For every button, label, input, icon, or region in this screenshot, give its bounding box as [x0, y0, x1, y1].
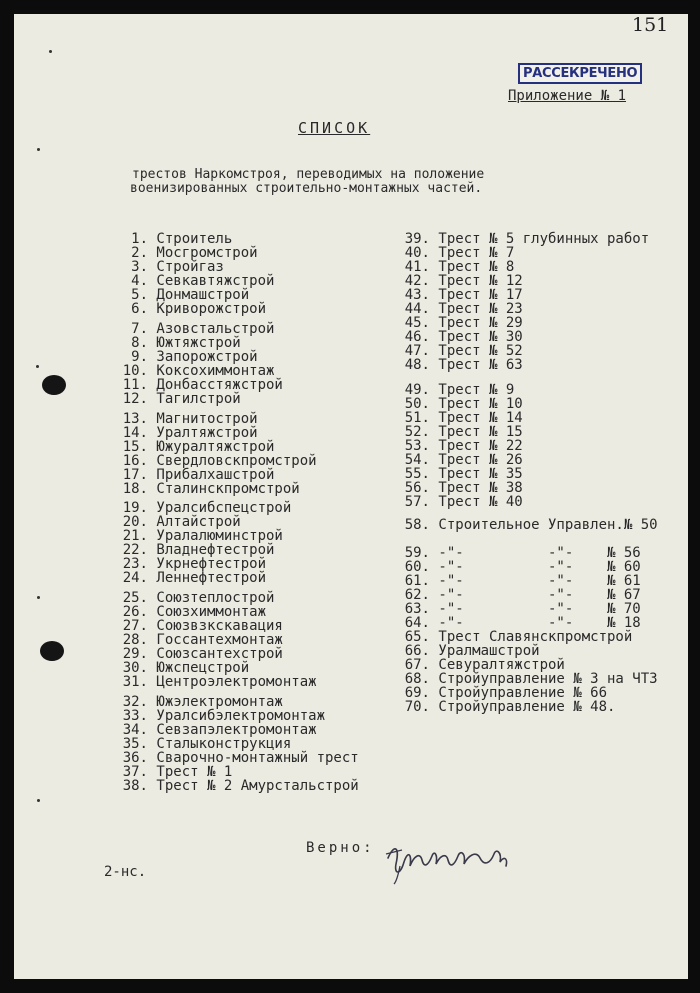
item-number: 35. [122, 736, 148, 752]
verno-label: Верно: [306, 840, 375, 856]
item-name: Запорожстрой [148, 349, 258, 365]
item-name: Трест № 12 [430, 273, 523, 289]
document-title: СПИСОК [298, 119, 371, 137]
item-name: Прибалхашстрой [148, 467, 275, 483]
list-item [118, 274, 274, 288]
item-name: Уралалюминстрой [148, 528, 283, 544]
item-name: Свердловскпромстрой [148, 453, 317, 469]
list-item [400, 260, 514, 274]
list-item [118, 619, 283, 633]
list-item [400, 686, 607, 700]
list-item [400, 574, 641, 588]
item-number: 48. [404, 357, 430, 373]
list-item [400, 658, 565, 672]
item-number: 14. [122, 425, 148, 441]
item-name: Сталыконструкция [148, 736, 292, 752]
item-number: 2. [131, 245, 148, 261]
list-item [400, 288, 523, 302]
item-name: -"- -"- № 67 [430, 587, 641, 603]
item-number: 54. [404, 452, 430, 468]
item-name: Трест № 1 [148, 764, 233, 780]
list-item [400, 495, 523, 509]
item-name: Севкавтяжстрой [148, 273, 275, 289]
item-name: Госсантехмонтаж [148, 632, 283, 648]
list-item [400, 316, 523, 330]
item-number: 1. [131, 231, 148, 247]
item-number: 52. [404, 424, 430, 440]
item-name: Трест № 23 [430, 301, 523, 317]
list-item [118, 765, 232, 779]
item-name: Трест № 9 [430, 382, 515, 398]
item-name: Уралтяжстрой [148, 425, 258, 441]
list-item [400, 700, 615, 714]
item-number: 60. [404, 559, 430, 575]
list-item [400, 630, 632, 644]
item-number: 56. [404, 480, 430, 496]
item-number: 32. [122, 694, 148, 710]
item-name: Уралмашстрой [430, 643, 540, 659]
item-name: Мосгромстрой [148, 245, 258, 261]
list-item [118, 723, 317, 737]
item-number: 40. [404, 245, 430, 261]
item-number: 15. [122, 439, 148, 455]
list-item [400, 232, 649, 246]
item-name: Стройуправление № 48. [430, 699, 616, 715]
item-number: 43. [404, 287, 430, 303]
item-name: Трест № 17 [430, 287, 523, 303]
item-number: 39. [404, 231, 430, 247]
signature-image [380, 836, 520, 886]
item-name: Стройгаз [148, 259, 224, 275]
item-name: Трест № 5 глубинных работ [430, 231, 650, 247]
list-item [400, 560, 641, 574]
item-number: 33. [122, 708, 148, 724]
item-number: 53. [404, 438, 430, 454]
item-number: 20. [122, 514, 148, 530]
item-name: Тагилстрой [148, 391, 241, 407]
margin-dot [37, 148, 40, 151]
item-number: 57. [404, 494, 430, 510]
item-number: 55. [404, 466, 430, 482]
item-name: Южспецстрой [148, 660, 250, 676]
list-item [118, 675, 317, 689]
item-number: 68. [404, 671, 430, 687]
list-item [118, 709, 325, 723]
list-item [400, 411, 523, 425]
list-item [118, 246, 258, 260]
list-item [400, 453, 523, 467]
item-name: -"- -"- № 61 [430, 573, 641, 589]
list-item [400, 397, 523, 411]
list-item [118, 515, 241, 529]
item-name: Трест № 35 [430, 466, 523, 482]
item-name: Стройуправление № 66 [430, 685, 608, 701]
item-name: Алтайстрой [148, 514, 241, 530]
item-number: 46. [404, 329, 430, 345]
item-name: Леннефтестрой [148, 570, 267, 586]
item-number: 34. [122, 722, 148, 738]
item-name: Союзвзкскавация [148, 618, 283, 634]
list-item [118, 737, 291, 751]
item-name: Южтяжстрой [148, 335, 241, 351]
item-number: 25. [122, 590, 148, 606]
item-number: 69. [404, 685, 430, 701]
item-name: Трест № 15 [430, 424, 523, 440]
item-name: Строитель [148, 231, 233, 247]
punch-hole-top [42, 375, 66, 395]
item-name: Трест № 7 [430, 245, 515, 261]
item-name: -"- -"- № 18 [430, 615, 641, 631]
list-item [400, 246, 514, 260]
item-number: 27. [122, 618, 148, 634]
item-number: 42. [404, 273, 430, 289]
item-name: Трест № 63 [430, 357, 523, 373]
item-name: Трест № 29 [430, 315, 523, 331]
item-name: Сварочно-монтажный трест [148, 750, 359, 766]
item-name: Трест Славянскпромстрой [430, 629, 633, 645]
item-name: Севзапэлектромонтаж [148, 722, 317, 738]
item-name: Трест № 2 Амурстальстрой [148, 778, 359, 794]
list-item [400, 546, 641, 560]
subtitle-line-1: трестов Наркомстроя, переводимых на положение [132, 167, 485, 182]
list-item [118, 336, 241, 350]
list-item [118, 633, 283, 647]
item-name: Трест № 30 [430, 329, 523, 345]
item-name: Центроэлектромонтаж [148, 674, 317, 690]
declassified-stamp: РАССЕКРЕЧЕНО [518, 63, 642, 84]
margin-dot [37, 596, 40, 599]
item-number: 8. [131, 335, 148, 351]
list-item [400, 358, 523, 372]
item-number: 4. [131, 273, 148, 289]
list-item [118, 440, 274, 454]
item-name: Трест № 10 [430, 396, 523, 412]
item-number: 36. [122, 750, 148, 766]
list-item [118, 482, 300, 496]
subtitle-line-2: военизированных строительно-монтажных частей. [130, 181, 483, 196]
list-item [118, 392, 241, 406]
list-item [118, 591, 274, 605]
item-name: Трест № 52 [430, 343, 523, 359]
margin-dot [36, 365, 39, 368]
item-name: -"- -"- № 56 [430, 545, 641, 561]
list-item [118, 501, 291, 515]
item-number: 49. [404, 382, 430, 398]
item-name: Владнефтестрой [148, 542, 275, 558]
list-item [400, 467, 523, 481]
item-number: 51. [404, 410, 430, 426]
item-name: Коксохиммонтаж [148, 363, 275, 379]
margin-dot [49, 50, 52, 53]
list-item [118, 378, 283, 392]
list-item [118, 543, 274, 557]
item-number: 38. [122, 778, 148, 794]
item-name: Донмашстрой [148, 287, 250, 303]
item-name: Южуралтяжстрой [148, 439, 275, 455]
item-number: 41. [404, 259, 430, 275]
item-number: 65. [404, 629, 430, 645]
item-number: 7. [131, 321, 148, 337]
item-number: 47. [404, 343, 430, 359]
item-number: 30. [122, 660, 148, 676]
item-name: Стройуправление № 3 на ЧТЗ [430, 671, 658, 687]
item-number: 9. [131, 349, 148, 365]
item-name: Союзтеплострой [148, 590, 275, 606]
item-name: Магнитострой [148, 411, 258, 427]
item-name: Трест № 38 [430, 480, 523, 496]
item-name: Уралсибэлектромонтаж [148, 708, 326, 724]
item-number: 26. [122, 604, 148, 620]
item-number: 67. [404, 657, 430, 673]
list-item [118, 350, 258, 364]
list-item [400, 518, 658, 532]
item-number: 16. [122, 453, 148, 469]
item-name: -"- -"- № 70 [430, 601, 641, 617]
item-number: 11. [122, 377, 148, 393]
item-name: Азовстальстрой [148, 321, 275, 337]
item-number: 12. [122, 391, 148, 407]
item-number: 63. [404, 601, 430, 617]
item-number: 10. [122, 363, 148, 379]
item-number: 37. [122, 764, 148, 780]
list-item [400, 425, 523, 439]
appendix-label: Приложение № 1 [508, 88, 627, 104]
item-number: 62. [404, 587, 430, 603]
list-item [118, 557, 266, 571]
item-number: 17. [122, 467, 148, 483]
item-name: Трест № 26 [430, 452, 523, 468]
item-name: Южэлектромонтаж [148, 694, 283, 710]
item-number: 23. [122, 556, 148, 572]
item-name: Трест № 8 [430, 259, 515, 275]
item-number: 31. [122, 674, 148, 690]
list-item [400, 644, 540, 658]
item-name: Уралсибспецстрой [148, 500, 292, 516]
list-item [118, 454, 317, 468]
item-number: 64. [404, 615, 430, 631]
item-name: Союзсантехстрой [148, 646, 283, 662]
list-item [118, 529, 283, 543]
item-number: 5. [131, 287, 148, 303]
list-item [400, 616, 641, 630]
list-item [118, 468, 274, 482]
list-item [118, 605, 266, 619]
item-name: Сталинскпромстрой [148, 481, 300, 497]
item-number: 50. [404, 396, 430, 412]
punch-hole-bottom [40, 641, 64, 661]
item-number: 18. [122, 481, 148, 497]
list-item [118, 364, 274, 378]
item-number: 21. [122, 528, 148, 544]
list-item [118, 571, 266, 585]
item-name: Трест № 14 [430, 410, 523, 426]
list-item [118, 695, 283, 709]
item-number: 61. [404, 573, 430, 589]
document-sheet [14, 14, 688, 979]
list-item [118, 412, 258, 426]
list-item [400, 330, 523, 344]
list-item [400, 439, 523, 453]
list-item [400, 344, 523, 358]
list-item [400, 588, 641, 602]
item-number: 66. [404, 643, 430, 659]
item-name: Укрнефтестрой [148, 556, 267, 572]
item-name: Союзхиммонтаж [148, 604, 267, 620]
item-number: 29. [122, 646, 148, 662]
list-item [400, 481, 523, 495]
item-number: 6. [131, 301, 148, 317]
item-number: 22. [122, 542, 148, 558]
item-number: 59. [404, 545, 430, 561]
item-name: -"- -"- № 60 [430, 559, 641, 575]
list-item [118, 426, 258, 440]
item-number: 45. [404, 315, 430, 331]
item-number: 44. [404, 301, 430, 317]
list-item [118, 260, 224, 274]
item-number: 58. [404, 517, 430, 533]
list-item [118, 322, 274, 336]
page-number: 151 [632, 14, 669, 36]
list-item [118, 751, 359, 765]
item-name: Донбасстяжстрой [148, 377, 283, 393]
list-item [400, 274, 523, 288]
list-item [118, 288, 249, 302]
item-name: Криворожстрой [148, 301, 267, 317]
list-item [400, 602, 641, 616]
item-number: 3. [131, 259, 148, 275]
item-name: Строительное Управлен.№ 50 [430, 517, 658, 533]
item-name: Севуралтяжстрой [430, 657, 565, 673]
list-item [118, 232, 232, 246]
list-item [400, 672, 658, 686]
list-item [118, 647, 283, 661]
list-item [118, 779, 359, 793]
item-number: 13. [122, 411, 148, 427]
item-number: 28. [122, 632, 148, 648]
list-item [118, 661, 249, 675]
list-item [400, 383, 514, 397]
list-item [400, 302, 523, 316]
item-number: 70. [404, 699, 430, 715]
item-name: Трест № 40 [430, 494, 523, 510]
item-number: 19. [122, 500, 148, 516]
margin-dot [37, 799, 40, 802]
item-name: Трест № 22 [430, 438, 523, 454]
item-number: 24. [122, 570, 148, 586]
list-item [118, 302, 266, 316]
copy-mark: 2-нс. [104, 864, 147, 880]
